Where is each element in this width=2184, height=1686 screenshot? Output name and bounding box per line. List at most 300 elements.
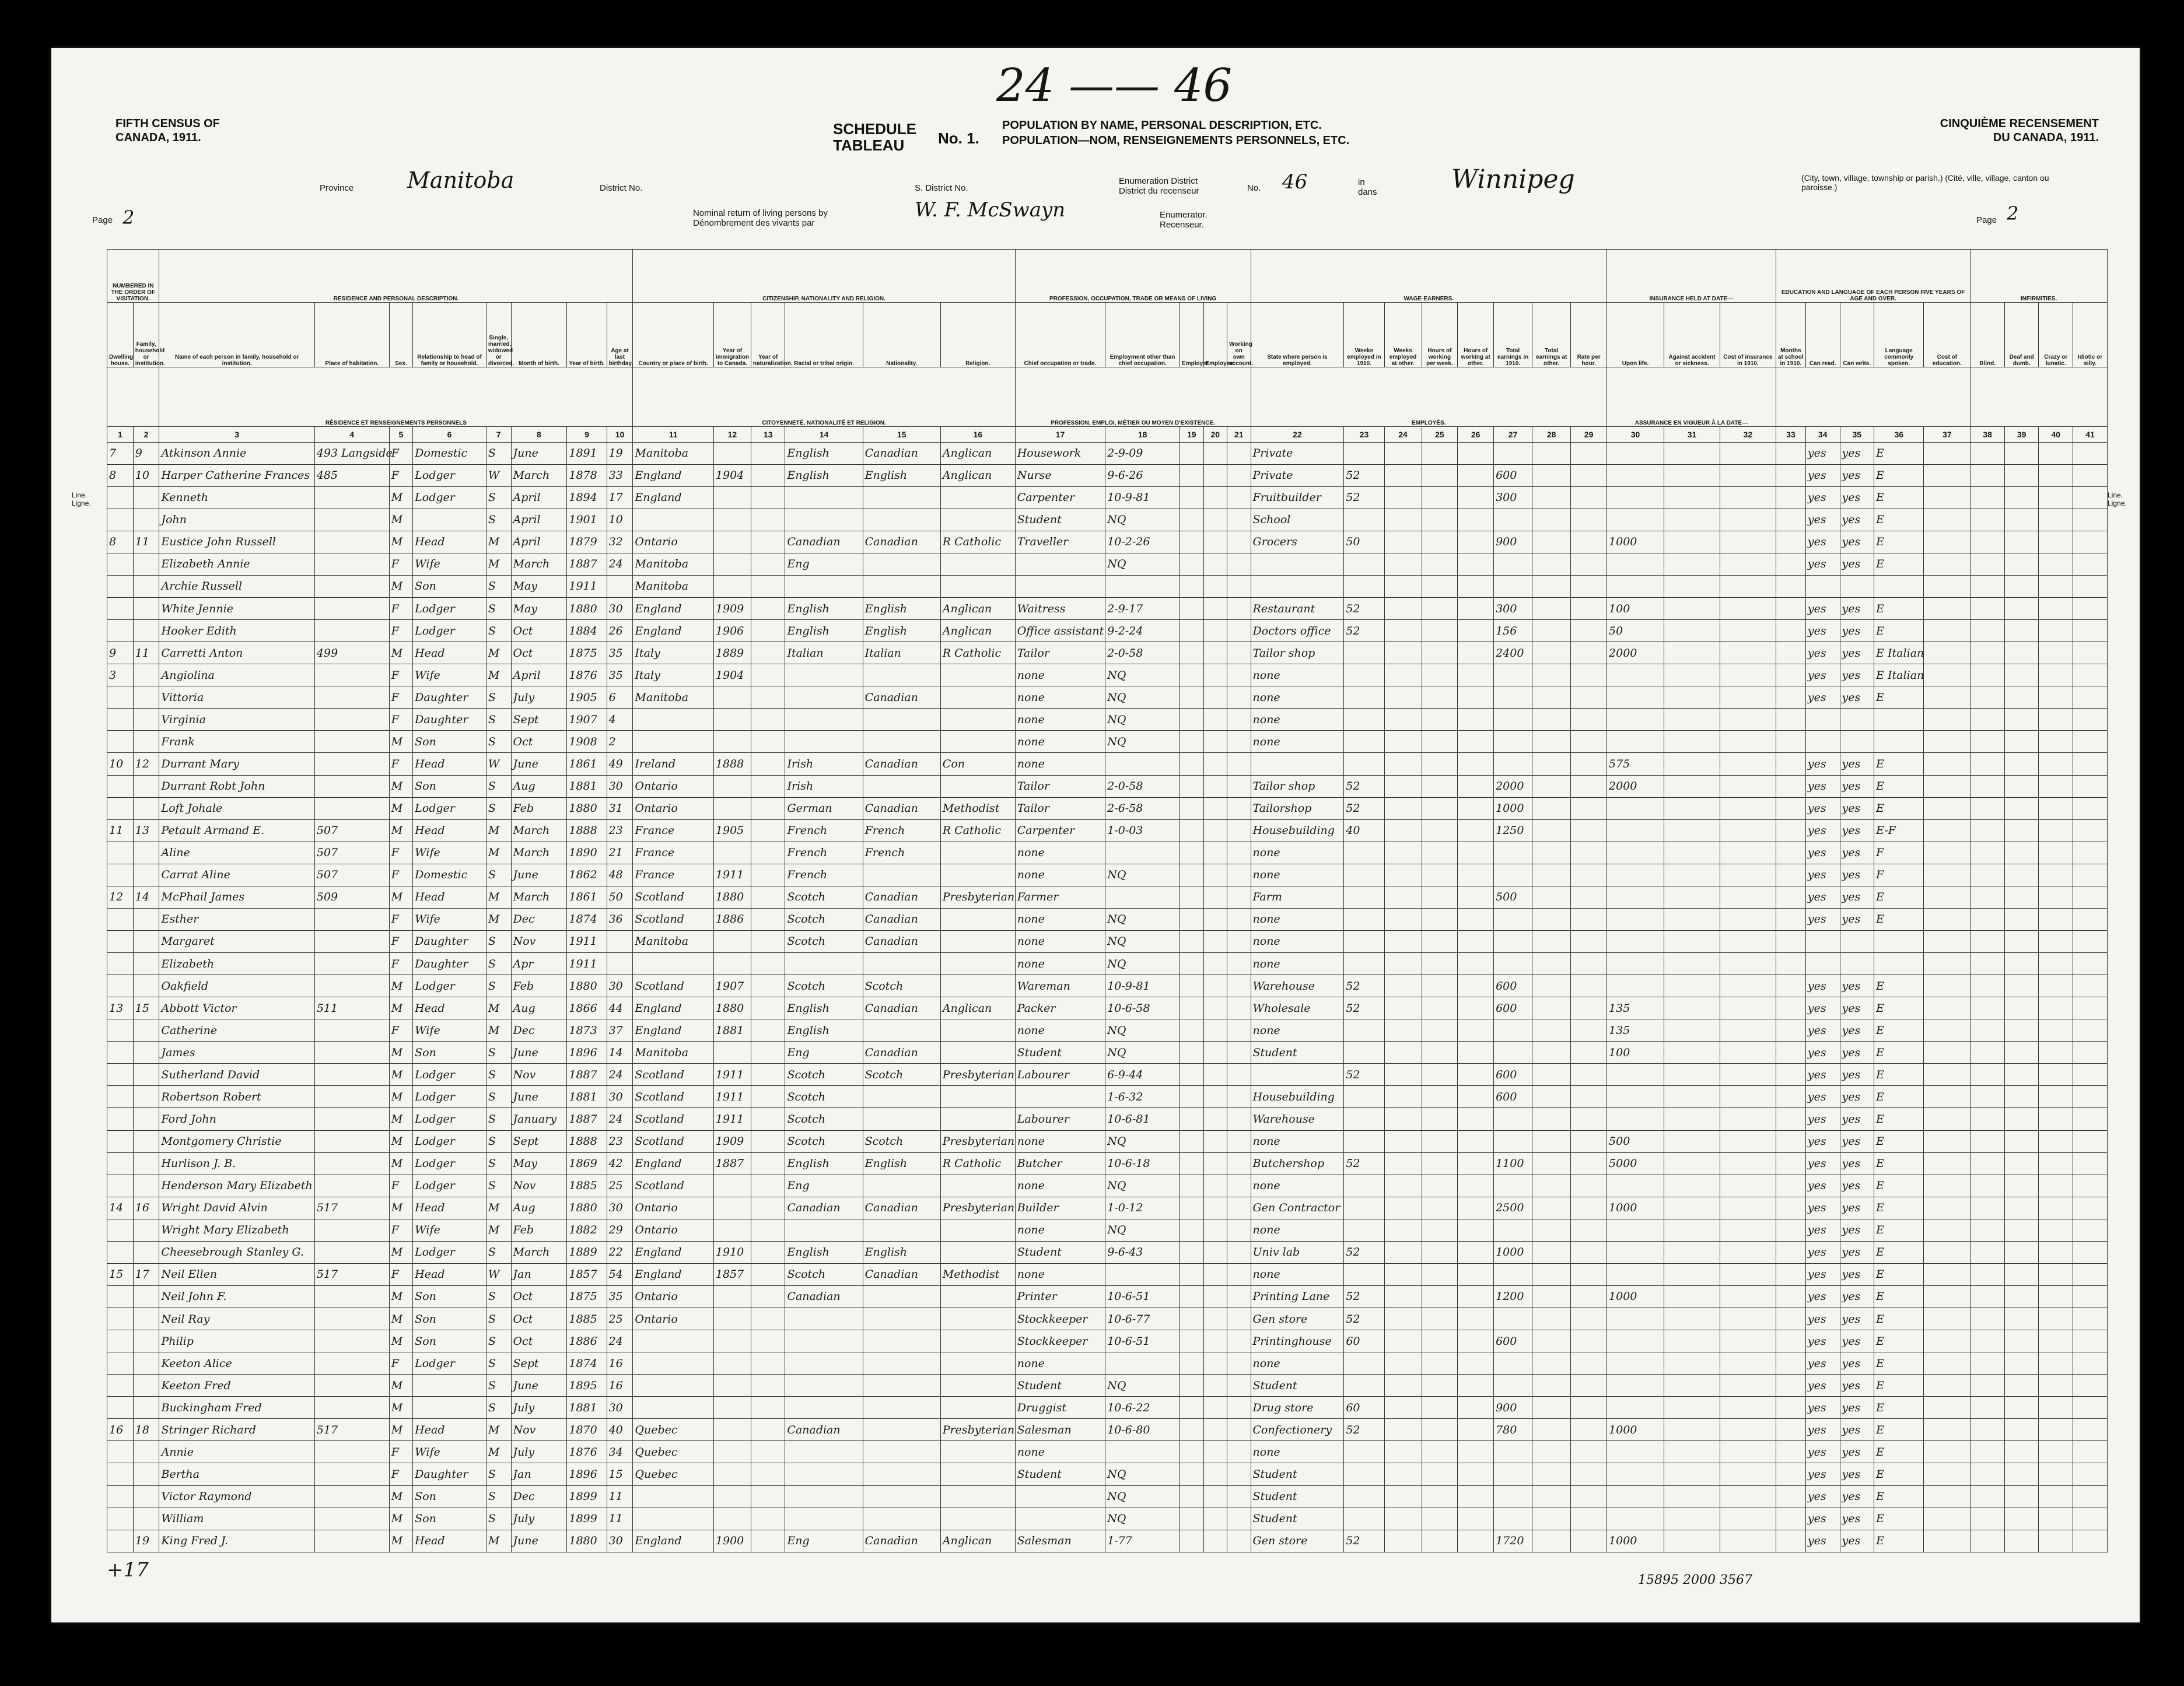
cell-blank [1776,1152,1805,1175]
cell-blank [1571,442,1607,464]
cell-wk [1344,1019,1384,1042]
cell-blank [1571,575,1607,597]
cell-blank [751,442,785,464]
cell-nat [863,1508,940,1530]
cell-blank [1384,1330,1422,1352]
cell-emp: 10-6-51 [1105,1330,1180,1352]
cell-blank [2073,1019,2108,1042]
cell-age: 23 [607,819,633,842]
cell-blank [1924,1419,1971,1441]
cell-imm: 1905 [713,819,751,842]
cell-lang: E [1874,1108,1924,1130]
cell-earn [1494,731,1532,753]
cell-orig: English [785,620,863,642]
cell-occ: none [1015,1352,1105,1375]
table-row [107,975,2108,997]
cell-nat: English [863,598,940,620]
cell-name: McPhail James [159,886,314,908]
cell-sex: F [389,1263,412,1285]
cell-s2: yes [1840,531,1874,553]
cell-blank [1227,1308,1251,1330]
cell-orig [785,575,863,597]
cell-blank [2073,864,2108,886]
cell-rel: Lodger [413,1241,487,1263]
cell-emp: 10-6-81 [1105,1108,1180,1130]
cell-blank [1971,531,2005,553]
cell-s2: yes [1840,997,1874,1019]
cell-imm: 1911 [713,1086,751,1108]
column-header-18: Employment other than chief occupation. [1105,303,1180,367]
cell-blank [2073,686,2108,709]
column-number-22: 22 [1251,426,1344,442]
cell-rel2 [940,1397,1015,1419]
cell-blank [1532,664,1571,686]
cell-blank [1776,1064,1805,1086]
cell-blank [2073,1397,2108,1419]
cell-blank [751,775,785,797]
cell-wk [1344,686,1384,709]
cell-lang [1874,930,1924,952]
cell-c1: 15 [107,1263,134,1285]
cell-blank [1227,1397,1251,1419]
cell-emp: 9-6-43 [1105,1241,1180,1263]
cell-blank [1664,1375,1720,1397]
cell-blank [1720,1108,1776,1130]
cell-blank [1180,1263,1203,1285]
cell-blank [1180,1530,1203,1552]
cell-yr: 1880 [567,1530,607,1552]
cell-yr: 1880 [567,975,607,997]
cell-lang: E [1874,620,1924,642]
cell-c2 [133,731,159,753]
cell-sex: M [389,797,412,819]
cell-orig: English [785,464,863,486]
table-row [107,1263,2108,1285]
cell-cond: M [486,1197,511,1219]
column-header-7: Single, married, widowed or divorced. [486,303,511,367]
cell-blank [1458,1263,1494,1285]
cell-blank [1971,620,2005,642]
cell-blank [1924,1219,1971,1241]
cell-sex: M [389,1419,412,1441]
cell-wk [1344,842,1384,864]
cell-ins [1607,1219,1664,1241]
cell-earn [1494,442,1532,464]
cell-blank [1971,509,2005,531]
cell-blank [1227,975,1251,997]
population-title-en: POPULATION BY NAME, PERSONAL DESCRIPTION, ETC. [1002,119,1322,132]
cell-imm: 1909 [713,1130,751,1152]
cell-ins [1607,1263,1664,1285]
cell-blank [1776,464,1805,486]
cell-imm: 1909 [713,598,751,620]
cell-name: John [159,509,314,531]
cell-blank [1664,997,1720,1019]
cell-rel: Head [413,753,487,775]
cell-wk: 52 [1344,1285,1384,1308]
column-header-31: Against accident or sickness. [1664,303,1720,367]
cell-earn: 900 [1494,1397,1532,1419]
cell-blank [1776,1219,1805,1241]
table-row [107,598,2108,620]
schedule-en: SCHEDULE [833,120,917,138]
cell-s1: yes [1805,1064,1840,1086]
cell-imm: 1904 [713,464,751,486]
cell-blank [1180,1330,1203,1352]
cell-nat [863,731,940,753]
cell-s2: yes [1840,1530,1874,1552]
cell-sex: M [389,531,412,553]
cell-cond: S [486,1308,511,1330]
cell-blank [1571,1508,1607,1530]
cell-blank [1227,753,1251,775]
cell-blank [1203,575,1227,597]
cell-bp: Quebec [633,1441,714,1463]
cell-blank [2039,1064,2073,1086]
cell-sex: M [389,975,412,997]
cell-nat: Canadian [863,686,940,709]
cell-age: 4 [607,709,633,731]
cell-occ: Office assistant [1015,620,1105,642]
cell-rel: Son [413,1485,487,1508]
cell-blank [1458,1285,1494,1308]
cell-blank [1422,464,1458,486]
cell-orig: English [785,442,863,464]
cell-blank [1571,1064,1607,1086]
cell-cond: S [486,1175,511,1197]
cell-ins: 135 [1607,997,1664,1019]
cell-occ: Packer [1015,997,1105,1019]
cell-sex: F [389,953,412,975]
cell-blank [1532,908,1571,930]
cell-ins [1607,1308,1664,1330]
cell-blank [2073,1263,2108,1285]
cell-lang: E [1874,1064,1924,1086]
cell-bp: France [633,819,714,842]
cell-blank [1227,1241,1251,1263]
cell-ins [1607,908,1664,930]
cell-blank [1422,1042,1458,1064]
cell-blank [1664,1508,1720,1530]
cell-c22: none [1251,1352,1344,1375]
table-row [107,1108,2108,1130]
cell-blank [1180,1441,1203,1463]
cell-blank [2004,553,2039,575]
cell-mon: June [511,1530,567,1552]
cell-age: 23 [607,1130,633,1152]
cell-blank [1971,442,2005,464]
cell-s1: yes [1805,908,1840,930]
cell-addr [314,620,389,642]
cell-blank [1227,886,1251,908]
cell-earn [1494,1308,1532,1330]
cell-blank [1180,553,1203,575]
column-header-35: Can write. [1840,303,1874,367]
cell-blank [1571,1241,1607,1263]
cell-blank [1571,486,1607,509]
cell-blank [1203,1241,1227,1263]
table-row [107,709,2108,731]
cell-orig: English [785,1019,863,1042]
cell-c22: Farm [1251,886,1344,908]
cell-orig [785,1397,863,1419]
cell-blank [1924,842,1971,864]
cell-blank [1227,686,1251,709]
cell-blank [2004,731,2039,753]
cell-blank [1203,753,1227,775]
cell-sex: M [389,775,412,797]
cell-blank [1384,731,1422,753]
cell-blank [1664,886,1720,908]
cell-blank [2004,1463,2039,1485]
cell-c2 [133,709,159,731]
census-page [51,48,2140,1622]
cell-earn [1494,1019,1532,1042]
cell-emp [1105,1263,1180,1285]
cell-blank [1924,1463,1971,1485]
cell-rel2 [940,1441,1015,1463]
table-row [107,1219,2108,1241]
cell-ins [1607,731,1664,753]
cell-blank [1720,1175,1776,1197]
cell-c22: Univ lab [1251,1241,1344,1263]
cell-c2 [133,686,159,709]
cell-blank [751,997,785,1019]
cell-blank [1664,1285,1720,1308]
cell-bp: France [633,864,714,886]
cell-imm: 1910 [713,1241,751,1263]
cell-addr [314,509,389,531]
cell-rel2 [940,842,1015,864]
cell-yr: 1896 [567,1042,607,1064]
cell-wk: 52 [1344,1241,1384,1263]
cell-c22: Butchershop [1251,1152,1344,1175]
cell-blank [1180,1485,1203,1508]
cell-s2: yes [1840,1152,1874,1175]
cell-c2 [133,1397,159,1419]
cell-earn: 780 [1494,1419,1532,1441]
cell-blank [1532,553,1571,575]
cell-ins: 575 [1607,753,1664,775]
cell-yr: 1879 [567,531,607,553]
cell-addr [314,797,389,819]
cell-c22: Gen store [1251,1308,1344,1330]
cell-blank [1422,1086,1458,1108]
cell-rel: Wife [413,1441,487,1463]
cell-yr: 1857 [567,1263,607,1285]
cell-blank [1571,1530,1607,1552]
cell-blank [2039,575,2073,597]
cell-rel2 [940,509,1015,531]
cell-sex: F [389,620,412,642]
cell-sex: M [389,1285,412,1308]
cell-lang: E [1874,1263,1924,1285]
cell-blank [1571,709,1607,731]
cell-blank [1203,442,1227,464]
cell-blank [1971,819,2005,842]
cell-blank [751,1108,785,1130]
cell-c2 [133,1463,159,1485]
cell-blank [751,1485,785,1508]
cell-c1 [107,553,134,575]
table-row [107,930,2108,952]
cell-blank [1458,1086,1494,1108]
cell-nat [863,1375,940,1397]
cell-blank [1571,864,1607,886]
column-number-8: 8 [511,426,567,442]
cell-earn [1494,1463,1532,1485]
cell-mon: Aug [511,1197,567,1219]
cell-blank [1532,997,1571,1019]
cell-blank [1776,1352,1805,1375]
cell-name: Neil Ray [159,1308,314,1330]
cell-rel: Son [413,1042,487,1064]
cell-blank [1971,1352,2005,1375]
cell-blank [1776,1042,1805,1064]
cell-c22: Private [1251,464,1344,486]
cell-blank [1458,975,1494,997]
column-header-22: State where person is employed. [1251,303,1344,367]
cell-nat [863,1086,940,1108]
cell-blank [1384,1219,1422,1241]
cell-blank [2004,775,2039,797]
cell-s2: yes [1840,753,1874,775]
cell-orig: Italian [785,642,863,664]
cell-addr [314,486,389,509]
cell-s2 [1840,953,1874,975]
cell-yr: 1894 [567,486,607,509]
cell-blank [1458,1441,1494,1463]
cell-blank [2004,1397,2039,1419]
cell-occ [1015,553,1105,575]
cell-blank [751,1463,785,1485]
cell-blank [1384,842,1422,864]
cell-blank [1203,1019,1227,1042]
cell-rel: Lodger [413,1086,487,1108]
cell-blank [1180,1308,1203,1330]
cell-blank [1924,930,1971,952]
cell-c1 [107,1508,134,1530]
section-citizenship-fr: CITOYENNETÉ, NATIONALITÉ ET RELIGION. [633,367,1015,426]
cell-sex: F [389,753,412,775]
cell-yr: 1869 [567,1152,607,1175]
cell-blank [1227,1130,1251,1152]
cell-rel2 [940,1285,1015,1308]
cell-ins: 1000 [1607,531,1664,553]
cell-blank [1720,1042,1776,1064]
cell-blank [1180,1108,1203,1130]
cell-blank [2004,1108,2039,1130]
cell-c2 [133,930,159,952]
cell-lang: E [1874,1419,1924,1441]
table-row [107,731,2108,753]
cell-age [607,930,633,952]
cell-blank [1571,1330,1607,1352]
cell-blank [751,819,785,842]
cell-blank [2039,642,2073,664]
cell-yr: 1887 [567,1108,607,1130]
cell-blank [1664,753,1720,775]
cell-ins: 50 [1607,620,1664,642]
cell-age: 24 [607,1108,633,1130]
cell-blank [1971,1130,2005,1152]
column-header-27: Total earnings in 1910. [1494,303,1532,367]
cell-blank [2004,975,2039,997]
section-numbered: NUMBERED IN THE ORDER OF VISITATION. [107,250,159,303]
section-wage-earners: WAGE-EARNERS. [1251,250,1607,303]
cell-blank [1664,1064,1720,1086]
cell-c1 [107,908,134,930]
cell-mon: April [511,509,567,531]
cell-imm [713,509,751,531]
cell-blank [1227,620,1251,642]
cell-blank [1203,1397,1227,1419]
cell-age: 22 [607,1241,633,1263]
column-number-23: 23 [1344,426,1384,442]
cell-c1: 16 [107,1419,134,1441]
cell-blank [1384,775,1422,797]
cell-blank [1664,1108,1720,1130]
cell-blank [1180,664,1203,686]
cell-bp: England [633,464,714,486]
cell-blank [1203,1308,1227,1330]
cell-orig: Irish [785,753,863,775]
cell-earn: 1100 [1494,1152,1532,1175]
cell-blank [1458,1130,1494,1152]
cell-c2: 11 [133,642,159,664]
cell-blank [1422,975,1458,997]
cell-blank [1384,975,1422,997]
cell-blank [2039,1219,2073,1241]
cell-blank [1422,642,1458,664]
cell-emp: 10-6-51 [1105,1285,1180,1308]
cell-bp: Ontario [633,797,714,819]
cell-lang [1874,709,1924,731]
cell-blank [1422,1064,1458,1086]
cell-mon: March [511,1241,567,1263]
cell-blank [1924,664,1971,686]
cell-bp: England [633,486,714,509]
cell-blank [1924,575,1971,597]
cell-blank [1776,575,1805,597]
cell-blank [1924,731,1971,753]
cell-emp: 10-6-80 [1105,1419,1180,1441]
cell-blank [2004,1485,2039,1508]
cell-name: Hurlison J. B. [159,1152,314,1175]
cell-earn [1494,509,1532,531]
cell-rel2: Presbyterian [940,1130,1015,1152]
cell-imm: 1911 [713,1064,751,1086]
cell-blank [1227,997,1251,1019]
cell-orig [785,1330,863,1352]
cell-occ: none [1015,1219,1105,1241]
cell-rel2 [940,1175,1015,1197]
cell-emp: NQ [1105,1375,1180,1397]
cell-blank [1971,1042,2005,1064]
cell-blank [2004,1330,2039,1352]
enumeration-label-fr: District du recenseur [1119,186,1199,196]
cell-blank [1776,442,1805,464]
cell-blank [1664,731,1720,753]
cell-bp: England [633,598,714,620]
cell-s1: yes [1805,1241,1840,1263]
cell-imm [713,1308,751,1330]
cell-rel2 [940,775,1015,797]
cell-yr: 1880 [567,1197,607,1219]
cell-mon: Dec [511,1019,567,1042]
cell-blank [1971,975,2005,997]
cell-rel: Lodger [413,464,487,486]
